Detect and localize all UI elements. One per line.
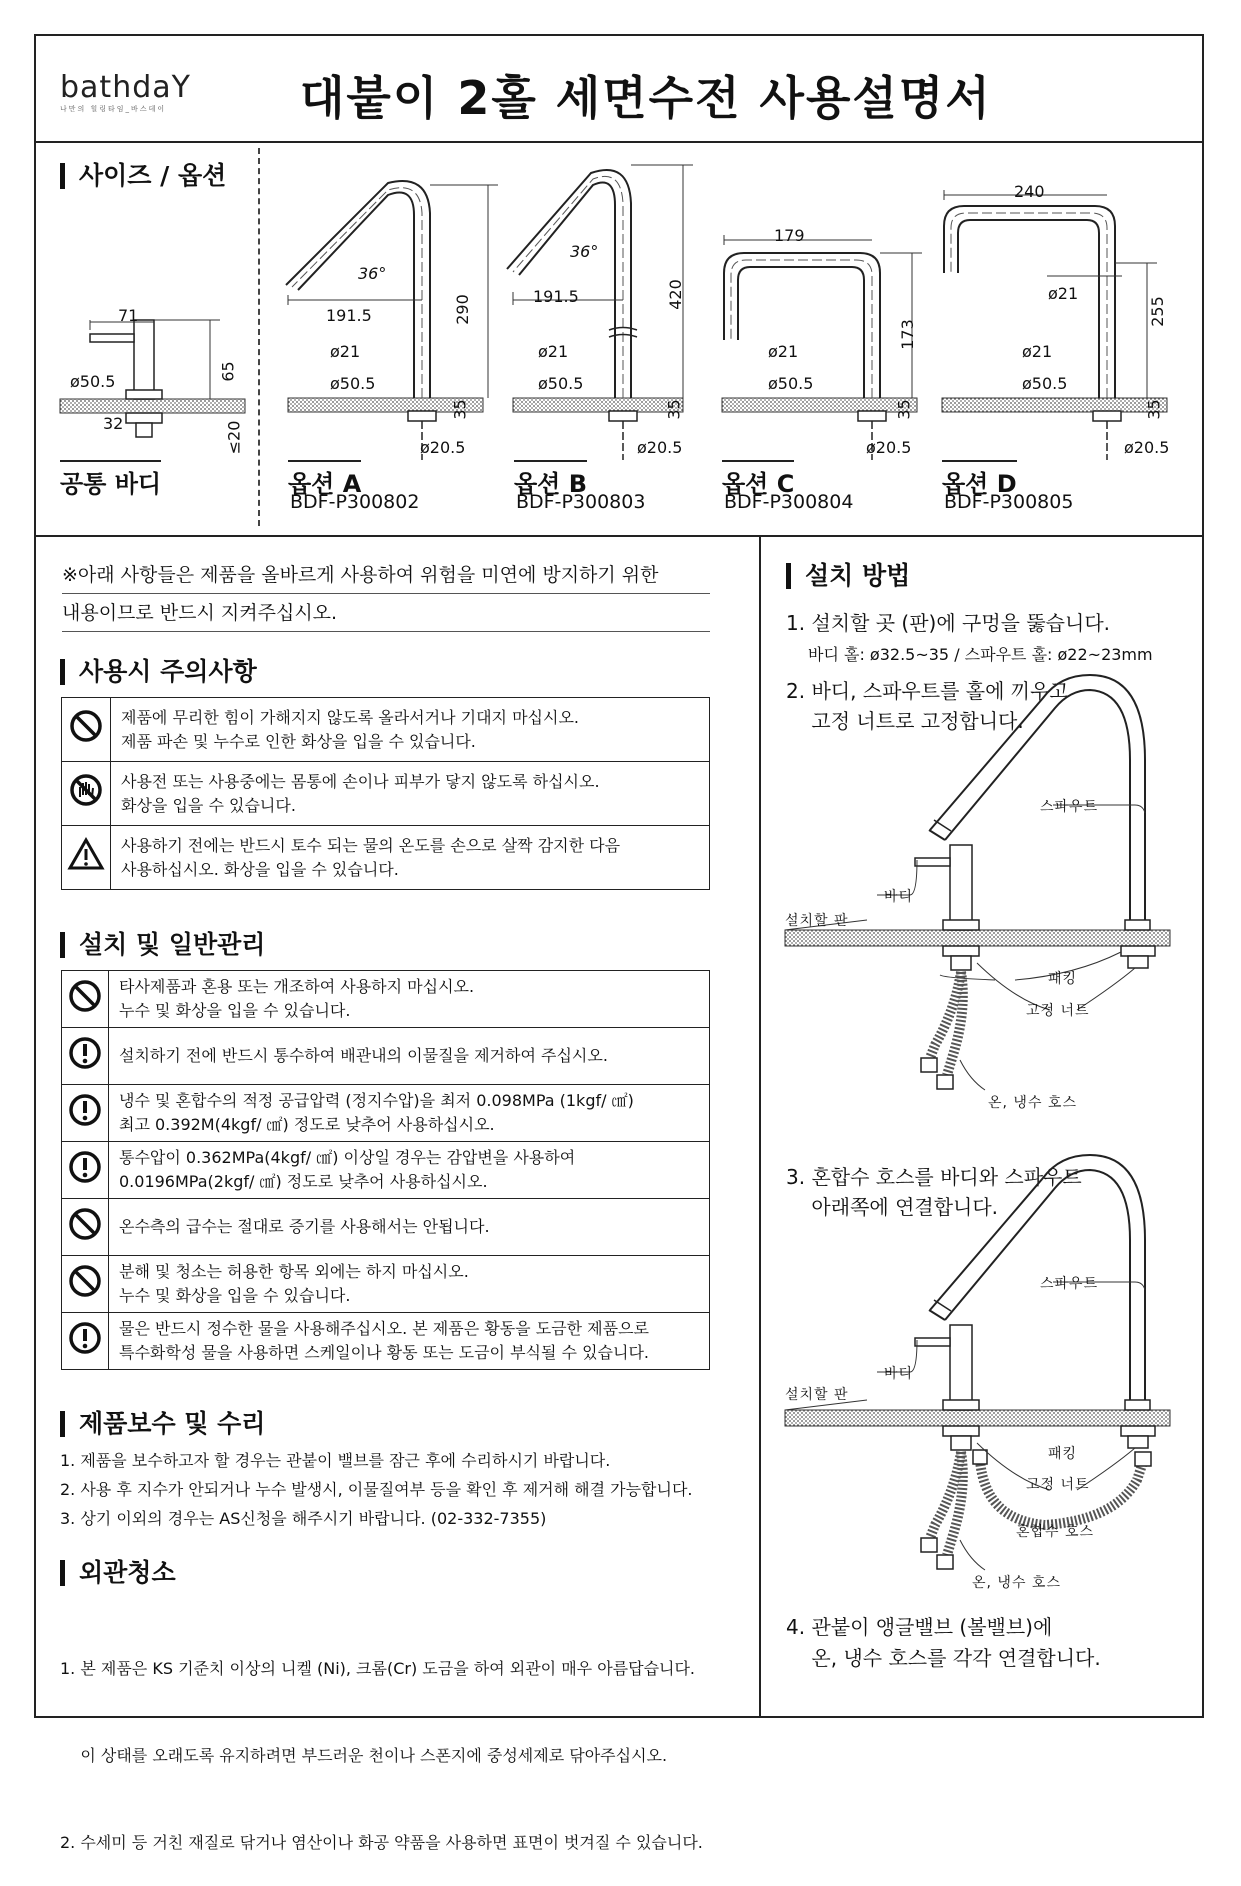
brand-logo: bathdaY: [60, 70, 191, 105]
cleaning-item: 2. 수세미 등 거친 재질로 닦거나 염산이나 화공 약품을 사용하면 표면이 벗겨질 수 있습니다.: [60, 1833, 703, 1852]
cleaning-item: 1. 본 제품은 KS 기준치 이상의 니켈 (Ni), 크롬(Cr) 도금을 하여 외관이 매우 아름답습니다.: [60, 1659, 696, 1678]
install-step-4-line-2: 온, 냉수 호스를 각각 연결합니다.: [786, 1646, 1101, 1670]
prohibition-icon: [62, 1199, 109, 1256]
option-d-spout-dia: ø21: [1048, 284, 1079, 303]
label-body-1: 바디: [884, 889, 914, 905]
brand-tagline: 나만의 힐링타임_바스데이: [60, 105, 167, 113]
install-row-text: 설치하기 전에 반드시 통수하여 배관내의 이물질을 제거하여 주십시오.: [109, 1028, 710, 1085]
dim-body-base: 32: [103, 414, 124, 433]
label-hose-1: 온, 냉수 호스: [988, 1095, 1077, 1111]
section-title-size: 사이즈 / 옵션: [60, 163, 226, 189]
install-step-4-line-1: 4. 관붙이 앵글밸브 (볼밸브)에: [786, 1615, 1053, 1639]
install-step-3-line-2: 아래쪽에 연결합니다.: [786, 1195, 999, 1219]
exclamation-icon: [62, 1028, 109, 1085]
install-row: [62, 1256, 710, 1313]
option-b-dia21: ø21: [538, 342, 569, 361]
label-packing-2: 패킹: [1048, 1446, 1078, 1462]
label-packing-1: 패킹: [1048, 971, 1078, 987]
install-step-1: 1. 설치할 곳 (판)에 구멍을 뚫습니다.: [786, 611, 1110, 635]
dim-body-dia: ø50.5: [70, 372, 116, 391]
install-row: [62, 1142, 710, 1199]
option-d-height: 255: [1147, 296, 1167, 327]
label-body-2: 바디: [884, 1366, 914, 1382]
option-a-dia205: ø20.5: [420, 438, 466, 457]
option-a-reach: 191.5: [326, 306, 372, 325]
option-a-dia505: ø50.5: [330, 374, 376, 393]
install-row-text: 냉수 및 혼합수의 적정 공급압력 (정지수압)을 최저 0.098MPa (1kgf/ ㎠) 최고 0.392M(4kgf/ ㎠) 정도로 낮추어 사용하십시오.: [109, 1085, 710, 1142]
install-row: [62, 1085, 710, 1142]
option-d-label: 옵션 D: [942, 460, 1017, 499]
notice-line-2: 내용이므로 반드시 지켜주십시오.: [62, 598, 710, 632]
label-mix-hose-2: 혼합수 호스: [1016, 1524, 1095, 1540]
document-title: 대붙이 2홀 세면수전 사용설명서: [300, 71, 992, 125]
install-step-2-line-2: 고정 너트로 고정합니다.: [786, 709, 1024, 733]
option-b-dia505: ø50.5: [538, 374, 584, 393]
option-c-label: 옵션 C: [722, 460, 794, 499]
option-a-dia21: ø21: [330, 342, 361, 361]
label-nut-1: 고정 너트: [1026, 1003, 1090, 1019]
repair-list: [60, 1446, 693, 1533]
option-c-dia21: ø21: [768, 342, 799, 361]
notice-line-1: ※아래 사항들은 제품을 올바르게 사용하여 위험을 미연에 방지하기 위한: [62, 560, 710, 594]
column-divider: [759, 535, 761, 1718]
dim-body-below: ≤20: [224, 420, 244, 455]
header-divider: [34, 141, 1204, 143]
option-c-height: 173: [897, 319, 917, 350]
install-step-3-line-1: 3. 혼합수 호스를 바디와 스파우트: [786, 1165, 1082, 1189]
common-body-divider: [258, 148, 260, 526]
option-d-dia21: ø21: [1022, 342, 1053, 361]
label-hose-2: 온, 냉수 호스: [972, 1575, 1061, 1591]
usage-row-text: 제품에 무리한 힘이 가해지지 않도록 올라서거나 기대지 마십시오. 제품 파손 및 누수로 인한 화상을 입을 수 있습니다.: [111, 698, 710, 762]
prohibition-icon: [62, 698, 111, 762]
option-c-depth: 35: [894, 399, 914, 420]
repair-item: 2. 사용 후 지수가 안되거나 누수 발생시, 이물질여부 등을 확인 후 제거해 해결 가능합니다.: [60, 1480, 693, 1499]
exclamation-icon: [62, 1142, 109, 1199]
cleaning-item: 이 상태를 오래도록 유지하려면 부드러운 천이나 스폰지에 중성세제로 닦아주십시오.: [60, 1746, 668, 1765]
exclamation-icon: [62, 1085, 109, 1142]
section-title-usage: 사용시 주의사항: [60, 659, 257, 685]
size-divider: [34, 535, 1204, 537]
option-b-dia205: ø20.5: [637, 438, 683, 457]
option-a-angle: 36°: [358, 264, 387, 283]
option-b-reach: 191.5: [533, 287, 579, 306]
label-plate-2: 설치할 판: [785, 1387, 849, 1403]
install-diagram-2: [785, 1160, 1185, 1600]
usage-row: [62, 762, 710, 826]
option-d-depth: 35: [1144, 399, 1164, 420]
repair-item: 1. 제품을 보수하고자 할 경우는 관붙이 밸브를 잠근 후에 수리하시기 바랍니다.: [60, 1451, 611, 1470]
option-b-angle: 36°: [570, 242, 599, 261]
usage-cautions-table: [61, 697, 710, 890]
option-b-label: 옵션 B: [514, 460, 587, 499]
install-general-table: [61, 970, 710, 1370]
usage-row-text: 사용하기 전에는 반드시 토수 되는 물의 온도를 손으로 살짝 감지한 다음 사용하십시오. 화상을 입을 수 있습니다.: [111, 826, 710, 890]
label-spout-2: 스파우트: [1040, 1276, 1099, 1292]
install-step-1-sub: 바디 홀: ø32.5~35 / 스파우트 홀: ø22~23mm: [808, 645, 1153, 664]
common-body-label: 공통 바디: [60, 460, 161, 499]
option-a-label: 옵션 A: [288, 460, 361, 499]
install-row: [62, 1313, 710, 1370]
install-step-2-line-1: 2. 바디, 스파우트를 홀에 끼우고: [786, 679, 1069, 703]
option-b-depth: 35: [664, 399, 684, 420]
option-a-depth: 35: [450, 399, 470, 420]
prohibition-icon: [62, 1256, 109, 1313]
install-row-text: 타사제품과 혼용 또는 개조하여 사용하지 마십시오. 누수 및 화상을 입을 수 있습니다.: [109, 971, 710, 1028]
exclamation-icon: [62, 1313, 109, 1370]
usage-row: [62, 826, 710, 890]
option-d-drawing: [942, 198, 1162, 460]
option-c-dia505: ø50.5: [768, 374, 814, 393]
dim-body-width: 71: [118, 306, 139, 325]
install-row: [62, 971, 710, 1028]
option-d-code: BDF-P300805: [944, 491, 1074, 513]
usage-row: [62, 698, 710, 762]
option-a-code: BDF-P300802: [290, 491, 420, 513]
install-row-text: 통수압이 0.362MPa(4kgf/ ㎠) 이상일 경우는 감압변을 사용하여 0.0196MPa(2kgf/ ㎠) 정도로 낮추어 사용하십시오.: [109, 1142, 710, 1199]
option-c-drawing: [722, 245, 932, 460]
option-d-width: 240: [1014, 182, 1045, 201]
section-title-repair: 제품보수 및 수리: [60, 1411, 265, 1437]
option-c-code: BDF-P300804: [724, 491, 854, 513]
usage-row-text: 사용전 또는 사용중에는 몸통에 손이나 피부가 닿지 않도록 하십시오. 화상을 입을 수 있습니다.: [111, 762, 710, 826]
no-touch-icon: [62, 762, 111, 826]
option-c-dia205: ø20.5: [866, 438, 912, 457]
install-row-text: 온수측의 급수는 절대로 증기를 사용해서는 안됩니다.: [109, 1199, 710, 1256]
label-plate-1: 설치할 판: [785, 913, 849, 929]
option-d-dia505: ø50.5: [1022, 374, 1068, 393]
option-a-height: 290: [452, 294, 472, 325]
label-nut-2: 고정 너트: [1026, 1477, 1090, 1493]
install-row-text: 물은 반드시 정수한 물을 사용해주십시오. 본 제품은 황동을 도금한 제품으로 특수화학성 물을 사용하면 스케일이나 황동 또는 도금이 부식될 수 있습니다.: [109, 1313, 710, 1370]
option-b-code: BDF-P300803: [516, 491, 646, 513]
install-row-text: 분해 및 청소는 허용한 항목 외에는 하지 마십시오. 누수 및 화상을 입을 수 있습니다.: [109, 1256, 710, 1313]
option-b-height: 420: [665, 279, 685, 310]
install-row: [62, 1199, 710, 1256]
label-spout-1: 스파우트: [1040, 799, 1099, 815]
warning-icon: [62, 826, 111, 890]
section-title-cleaning: 외관청소: [60, 1560, 176, 1586]
dim-body-height: 65: [218, 361, 238, 382]
option-c-width: 179: [774, 226, 805, 245]
repair-item: 3. 상기 이외의 경우는 AS신청을 해주시기 바랍니다. (02-332-7355): [60, 1509, 547, 1528]
install-row: [62, 1028, 710, 1085]
section-title-install-method: 설치 방법: [786, 563, 910, 589]
section-title-install-general: 설치 및 일반관리: [60, 932, 265, 958]
cleaning-list: [60, 1596, 703, 1886]
prohibition-icon: [62, 971, 109, 1028]
option-d-dia205: ø20.5: [1124, 438, 1170, 457]
install-diagram-1: [785, 680, 1185, 1120]
